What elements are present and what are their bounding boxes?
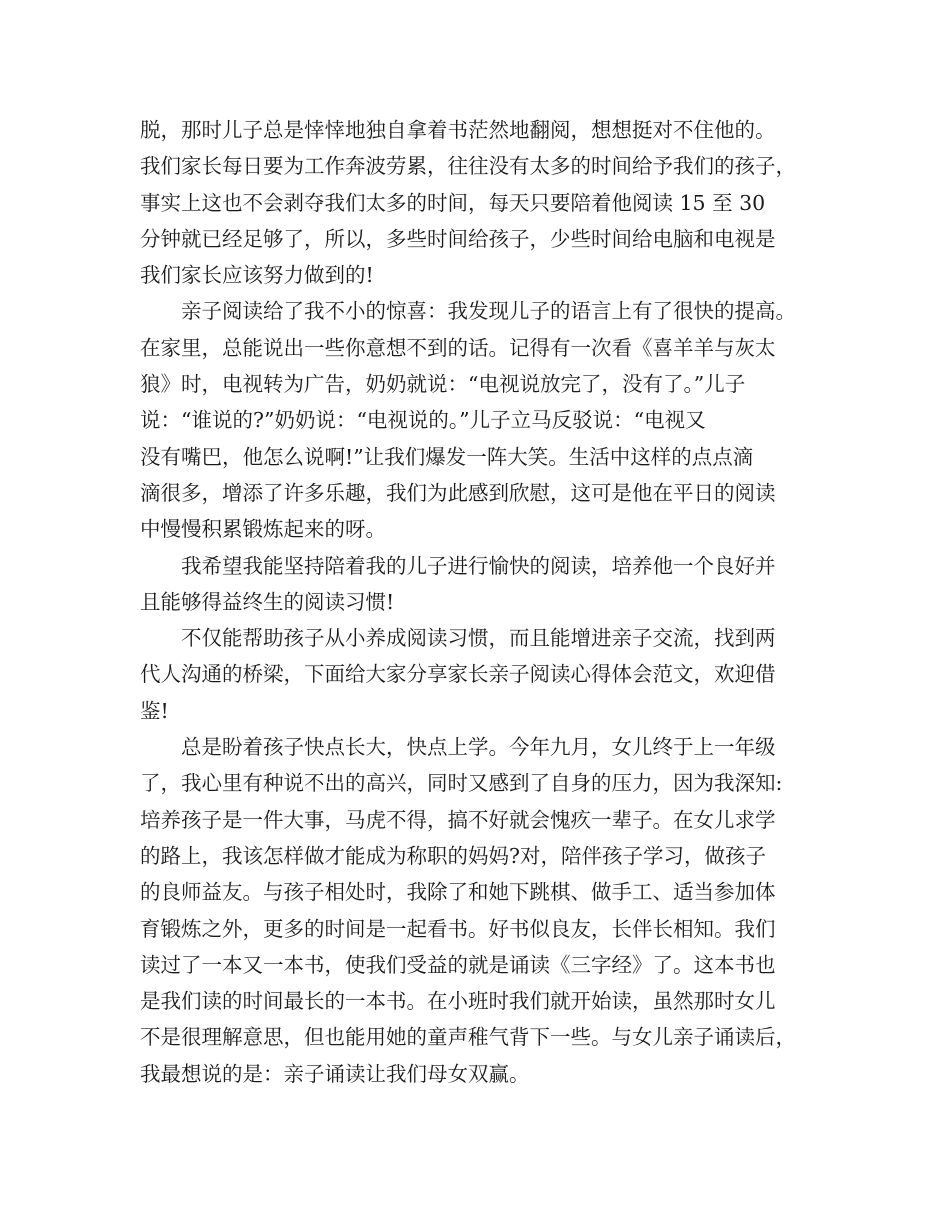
text-line: 分钟就已经足够了，所以，多些时间给孩子，少些时间给电脑和电视是 [140, 226, 776, 251]
text-line: 我最想说的是：亲子诵读让我们母女双赢。 [140, 1061, 530, 1086]
text-line: 中慢慢积累锻炼起来的呀。 [140, 517, 386, 542]
text-line: 滴很多，增添了许多乐趣，我们为此感到欣慰，这可是他在平日的阅读 [140, 480, 776, 505]
text-line: 不是很理解意思，但也能用她的童声稚气背下一些。与女儿亲子诵读后， [140, 1025, 796, 1050]
paragraph-1 [140, 112, 840, 293]
text-line: 我们家长应该努力做到的! [140, 263, 374, 288]
text-line: 总是盼着孩子快点长大，快点上学。今年九月，女儿终于上一年级 [181, 735, 776, 760]
text-line: 狼》时，电视转为广告，奶奶就说：“电视说放完了，没有了。”儿子 [140, 372, 746, 397]
text-line: 且能够得益终生的阅读习惯! [140, 589, 395, 614]
text-line: 亲子阅读给了我不小的惊喜：我发现儿子的语言上有了很快的提高。 [181, 299, 796, 324]
text-line: 培养孩子是一件大事，马虎不得，搞不好就会愧疚一辈子。在女儿求学 [140, 807, 776, 832]
text-line: 在家里，总能说出一些你意想不到的话。记得有一次看《喜羊羊与灰太 [140, 335, 776, 360]
text-line: 了，我心里有种说不出的高兴，同时又感到了自身的压力，因为我深知: [140, 771, 783, 796]
text-line: 育锻炼之外，更多的时间是一起看书。好书似良友，长伴长相知。我们 [140, 916, 776, 941]
text-line: 脱，那时儿子总是悻悻地独自拿着书茫然地翻阅，想想挺对不住他的。 [140, 118, 776, 142]
text-line: 不仅能帮助孩子从小养成阅读习惯，而且能增进亲子交流，找到两 [181, 626, 776, 651]
paragraph-3 [140, 548, 840, 621]
text-line: 的良师益友。与孩子相处时，我除了和她下跳棋、做手工、适当参加体 [140, 880, 776, 905]
document-body [140, 112, 840, 1092]
text-line: 读过了一本又一本书，使我们受益的就是诵读《三字经》了。这本书也 [140, 952, 776, 977]
text-line: 我们家长每日要为工作奔波劳累，往往没有太多的时间给予我们的孩子， [140, 154, 796, 179]
text-line: 的路上，我该怎样做才能成为称职的妈妈?对，陪伴孩子学习，做孩子 [140, 843, 766, 868]
text-line: 没有嘴巴，他怎么说啊!”让我们爆发一阵大笑。生活中这样的点点滴 [140, 444, 754, 469]
paragraph-5 [140, 729, 840, 1092]
text-line: 代人沟通的桥梁，下面给大家分享家长亲子阅读心得体会范文，欢迎借 [140, 662, 776, 687]
paragraph-4 [140, 620, 840, 729]
text-line: 鉴! [140, 698, 169, 723]
paragraph-2 [140, 293, 840, 547]
text-line: 我希望我能坚持陪着我的儿子进行愉快的阅读，培养他一个良好并 [181, 553, 776, 578]
text-line: 说：“谁说的?”奶奶说：“电视说的。”儿子立马反驳说：“电视又 [140, 408, 706, 433]
text-line: 事实上这也不会剥夺我们太多的时间，每天只要陪着他阅读 15 至 30 [140, 190, 766, 215]
text-line: 是我们读的时间最长的一本书。在小班时我们就开始读，虽然那时女儿 [140, 989, 776, 1014]
